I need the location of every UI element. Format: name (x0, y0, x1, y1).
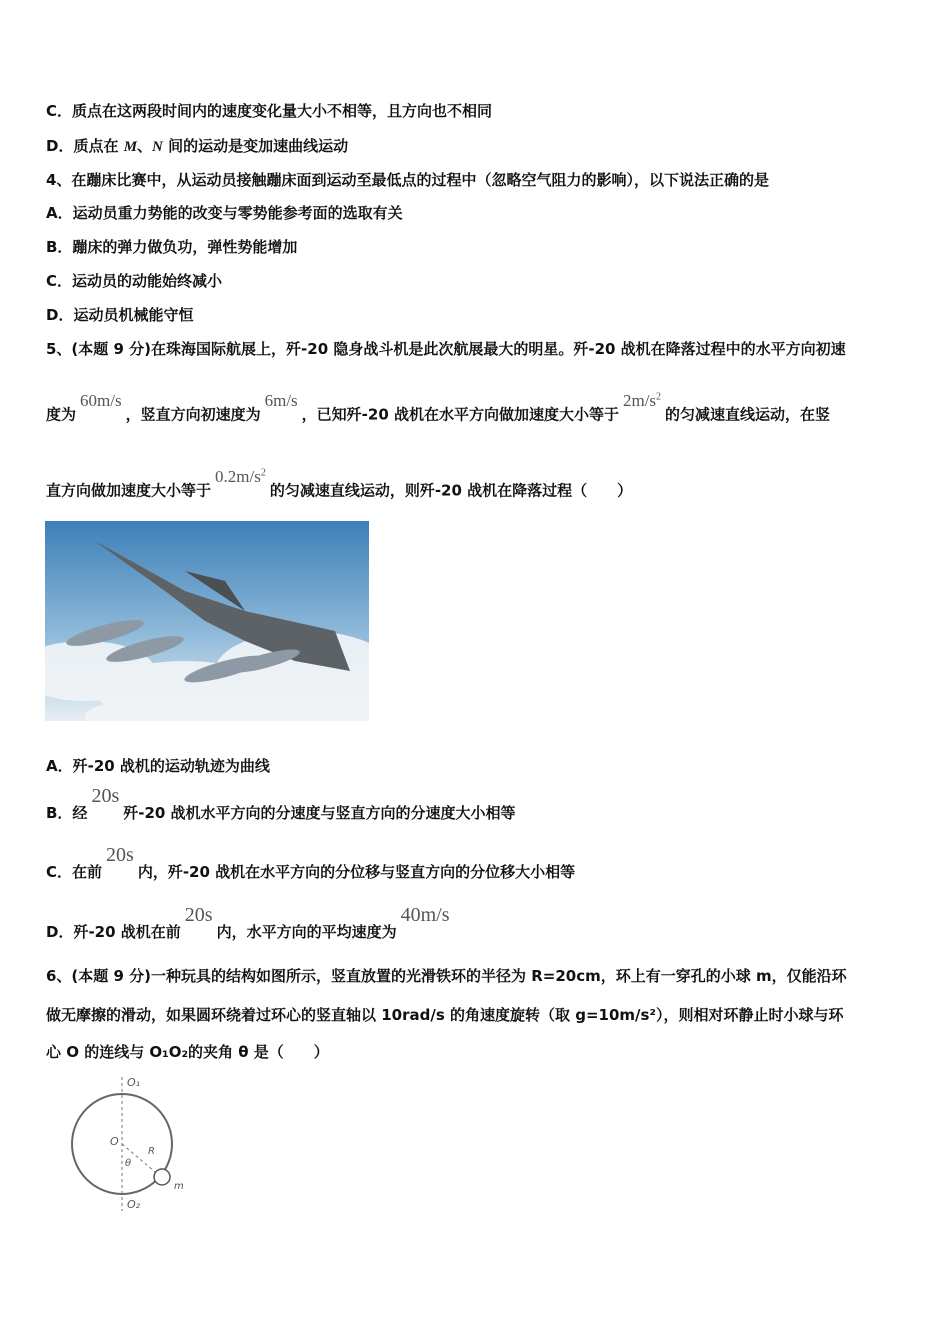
q6-line2: 做无摩擦的滑动，如果圆环绕着过环心的竖直轴以 10rad/s 的角速度旋转（取 g=10m/s²），则相对环静止时小球与环 (46, 1006, 844, 1024)
math-v: 40m/s (400, 904, 450, 926)
text: 歼-20 战机水平方向的分速度与竖直方向的分速度大小相等 (123, 804, 516, 822)
text: 2m/s (622, 390, 657, 410)
q3-option-d (46, 136, 348, 157)
q5-line3 (46, 466, 633, 501)
q5-line1: 5、(本题 9 分)在珠海国际航展上，歼-20 隐身战斗机是此次航展最大的明星。歼-20 战机在降落过程中的水平方向初速 (46, 340, 846, 358)
label-m: m (174, 1181, 184, 1192)
q5-option-b (46, 785, 516, 823)
text: ，竖直方向初速度为 (125, 405, 261, 424)
math-ax (623, 391, 661, 410)
label-r: R (148, 1146, 155, 1157)
fighter-jet-image (45, 521, 369, 721)
text: D．歼-20 战机在前 (46, 923, 181, 941)
ring-diagram (62, 1073, 197, 1213)
q4-stem: 4、在蹦床比赛中，从运动员接触蹦床面到运动至最低点的过程中（忽略空气阻力的影响），以下说法正确的是 (46, 171, 769, 189)
q6-line1: 6、(本题 9 分)一种玩具的结构如图所示，竖直放置的光滑铁环的半径为 R=20cm，环上有一穿孔的小球 m，仅能沿环 (46, 967, 847, 985)
label-o: O (110, 1135, 119, 1148)
q5-option-c (46, 844, 576, 882)
var-m: M (123, 139, 138, 155)
text: 0.2m/s (215, 466, 261, 486)
label-theta: θ (125, 1158, 132, 1169)
q6-line3: 心 O 的连线与 O₁O₂的夹角 θ 是（ ） (46, 1043, 329, 1061)
math-t: 20s (106, 844, 134, 866)
q3-option-c: C．质点在这两段时间内的速度变化量大小不相等，且方向也不相同 (46, 102, 493, 120)
math-v0x: 60m/s (80, 390, 122, 410)
text: 间的运动是变加速曲线运动 (162, 137, 349, 155)
text: 、 (137, 137, 153, 155)
q4-option-d: D．运动员机械能守恒 (46, 306, 194, 324)
text: 内，水平方向的平均速度为 (216, 923, 397, 941)
q4-option-b: B．蹦床的弹力做负功，弹性势能增加 (46, 238, 298, 256)
text: ，已知歼-20 战机在水平方向做加速度大小等于 (301, 405, 619, 424)
math-t: 20s (91, 785, 120, 807)
q5-line2 (46, 390, 831, 425)
text: B．经 (46, 804, 88, 822)
math-v0y: 6m/s (264, 390, 298, 410)
text: 直方向做加速度大小等于 (46, 481, 212, 500)
q4-option-c: C．运动员的动能始终减小 (46, 272, 223, 290)
label-o2: O₂ (127, 1198, 141, 1211)
text: 内，歼-20 战机在水平方向的分位移与竖直方向的分位移大小相等 (137, 863, 576, 881)
text: C．在前 (46, 863, 103, 881)
label-o1: O₁ (127, 1076, 141, 1089)
text: 的匀减速直线运动，在竖 (665, 405, 831, 424)
text: 度为 (46, 405, 77, 424)
math-t: 20s (184, 904, 213, 926)
text: 的匀减速直线运动，则歼-20 战机在降落过程（ ） (269, 481, 633, 500)
var-n: N (152, 139, 163, 155)
exp: 2 (656, 391, 662, 402)
q5-option-a: A．歼-20 战机的运动轨迹为曲线 (46, 757, 270, 775)
math-ay (215, 467, 266, 486)
q4-option-a: A．运动员重力势能的改变与零势能参考面的选取有关 (46, 204, 403, 222)
exp: 2 (260, 467, 266, 478)
q5-option-d (46, 904, 454, 942)
text: D．质点在 (46, 137, 124, 155)
